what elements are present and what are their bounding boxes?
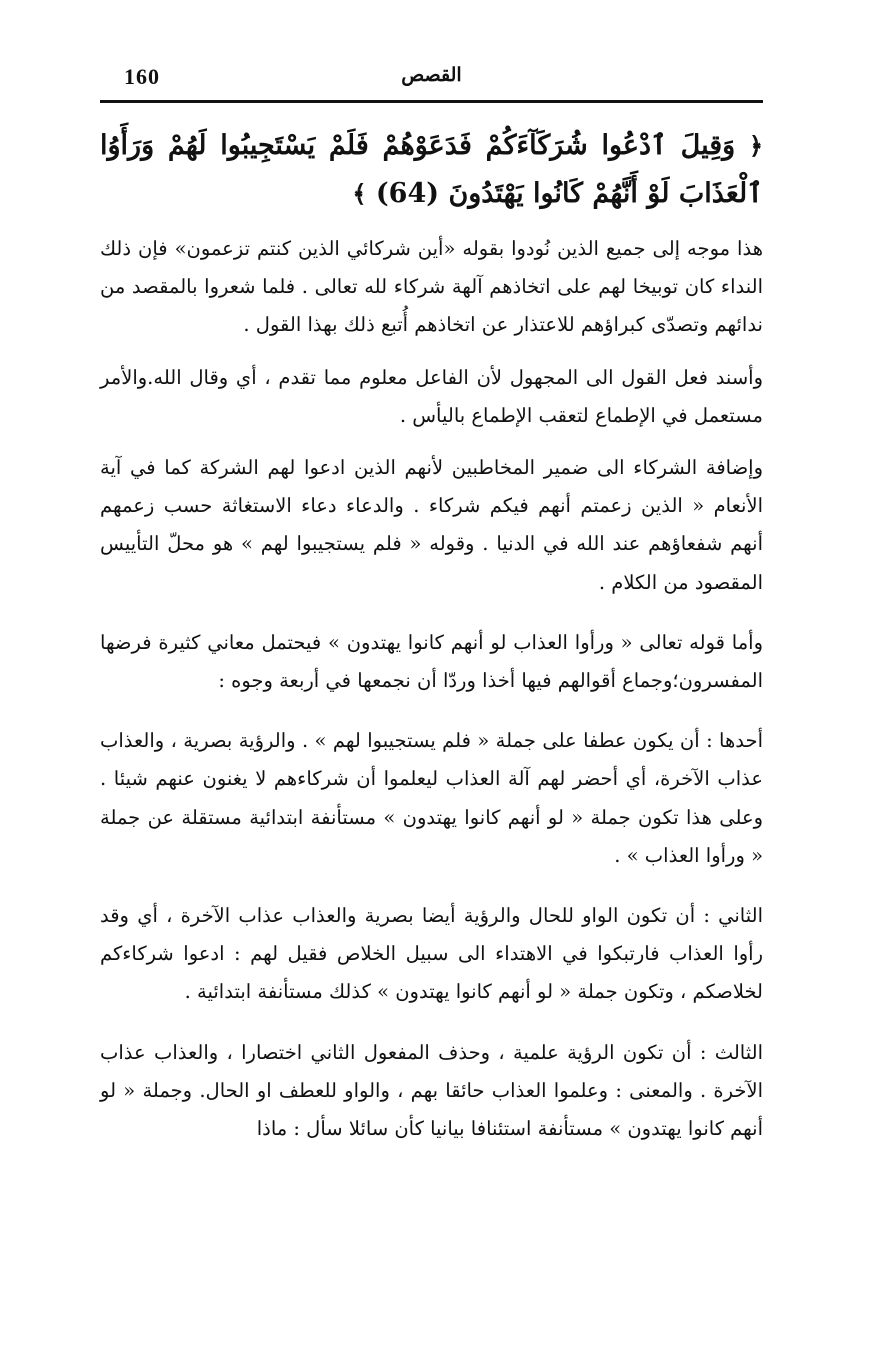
paragraph-4: وأما قوله تعالى « ورأوا العذاب لو أنهم كانوا يهتدون » فيحتمل معاني كثيرة فرضها المفسرون؛وجماع أقوالهم فيها أخذا وردّا أن نجمعها في أربعة وجوه : — [100, 630, 763, 693]
paragraph-2: وأسند فعل القول الى المجهول لأن الفاعل معلوم مما تقدم ، أي وقال الله.والأمر مستعمل في الإطماع لتعقب الإطماع باليأس . — [100, 365, 763, 427]
header-rule — [100, 100, 763, 103]
verse-number: (64) — [375, 178, 440, 209]
page-body — [100, 122, 763, 1162]
running-title: القصص — [401, 64, 462, 86]
verse-open-mark: ﴿ — [748, 131, 763, 160]
verse-text: وَقِيلَ ٱدْعُوا شُرَكَآءَكُمْ فَدَعَوْهُمْ فَلَمْ يَسْتَجِيبُوا لَهُمْ وَرَأَوُا ٱلْعَذَابَ لَوْ أَنَّهُمْ كَانُوا يَهْتَدُونَ — [100, 130, 763, 209]
paragraph-7: الثالث : أن تكون الرؤية علمية ، وحذف المفعول الثاني اختصارا ، والعذاب عذاب الآخرة . والمعنى : وعلموا العذاب حائقا بهم ، والواو للعطف او الحال. وجملة « لو أنهم كانوا يهتدون » مستأنفة استئنافا بيانيا كأن سائلا سأل : ماذا — [100, 1040, 763, 1141]
page-number: 160 — [124, 64, 160, 89]
paragraph-5: أحدها : أن يكون عطفا على جملة « فلم يستجيبوا لهم » . والرؤية بصرية ، والعذاب عذاب الآخرة، أي أحضر لهم آلة العذاب ليعلموا أن شركاءهم لا يغنون عنهم شيئا . وعلى هذا تكون جملة « لو أنهم كانوا يهتدون » مستأنفة ابتدائية مستقلة عن جملة « ورأوا العذاب » . — [100, 729, 763, 867]
quran-verse — [100, 122, 763, 218]
paragraph-3: وإضافة الشركاء الى ضمير المخاطبين لأنهم الذين ادعوا لهم الشركة كما في آية الأنعام « الذين زعمتم أنهم فيكم شركاء . والدعاء دعاء الاستغاثة حسب زعمهم أنهم شفعاؤهم عند الله في الدنيا . وقوله « فلم يستجيبوا لهم » هو محلّ التأييس المقصود من الكلام . — [100, 456, 763, 594]
verse-close-mark: ﴾ — [352, 179, 367, 208]
paragraph-1: هذا موجه إلى جميع الذين نُودوا بقوله «أين شركائي الذين كنتم تزعمون» فإن ذلك النداء كان توبيخا لهم على اتخاذهم آلهة شركاء لله تعالى . فلما شعروا بالمقصد من ندائهم وتصدّى كبراؤهم للاعتذار عن اتخاذهم أُتبع ذلك بهذا القول . — [100, 237, 763, 337]
page-header — [100, 58, 763, 98]
paragraph-6: الثاني : أن تكون الواو للحال والرؤية أيضا بصرية والعذاب عذاب الآخرة ، أي وقد رأوا العذاب فارتبكوا في الاهتداء الى سبيل الخلاص فقيل لهم : ادعوا شركاءكم لخلاصكم ، وتكون جملة « لو أنهم كانوا يهتدون » كذلك مستأنفة ابتدائية . — [100, 904, 763, 1004]
